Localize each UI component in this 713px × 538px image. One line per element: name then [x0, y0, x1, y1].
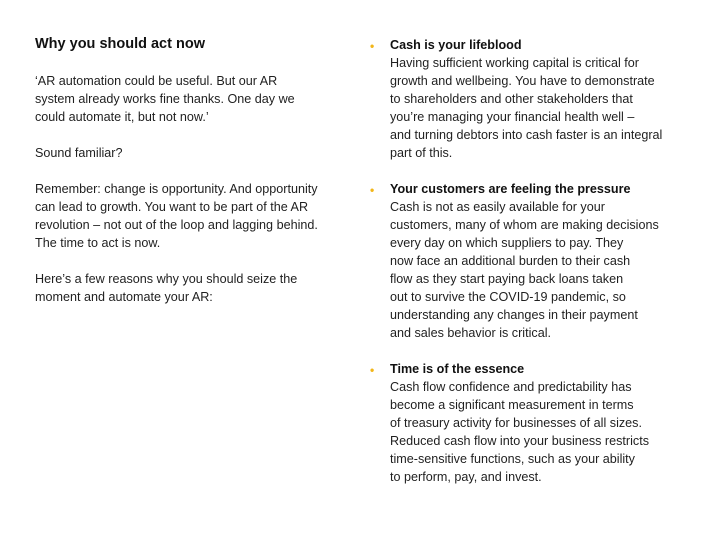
reason-body: Cash is not as easily available for your customers, many of whom are making decisions every day on which suppliers to pay. They now face an additional burden to their cash flow as they start paying back loans taken out to survive the COVID-19 pandemic, so understanding any changes in their payment and sales behavior is critical.: [390, 200, 659, 340]
bullet-icon: •: [370, 363, 375, 377]
intro-column: [35, 34, 340, 324]
intro-change-paragraph: Remember: change is opportunity. And opportunity can lead to growth. You want to be part of the AR revolution – not out of the loop and lagging behind. The time to act is now.: [35, 182, 318, 250]
section-heading: Why you should act now: [35, 36, 205, 52]
bullet-icon: •: [370, 183, 375, 197]
reason-body: Having sufficient working capital is critical for growth and wellbeing. You have to demonstrate to shareholders and other stakeholders that you’re managing your financial health well – and turning debtors into cash faster is an integral part of this.: [390, 56, 663, 160]
reason-item-customers-pressure: [370, 180, 688, 342]
bullet-icon: •: [370, 39, 375, 53]
reasons-list: [370, 36, 688, 504]
intro-reasons-lead: Here’s a few reasons why you should seize the moment and automate your AR:: [35, 272, 298, 304]
intro-question: Sound familiar?: [35, 146, 123, 160]
reason-title: Your customers are feeling the pressure: [390, 182, 631, 196]
reason-body: Cash flow confidence and predictability has become a significant measurement in terms of treasury activity for businesses of all sizes. Reduced cash flow into your business restricts time-sensitive functions, such as your ability to perform, pay, and invest.: [390, 380, 649, 484]
reason-item-lifeblood: [370, 36, 688, 162]
reason-title: Cash is your lifeblood: [390, 38, 522, 52]
reason-title: Time is of the essence: [390, 362, 525, 376]
reason-item-time-essence: [370, 360, 688, 486]
intro-quote: ‘AR automation could be useful. But our AR system already works fine thanks. One day we could automate it, but not now.’: [35, 74, 295, 124]
